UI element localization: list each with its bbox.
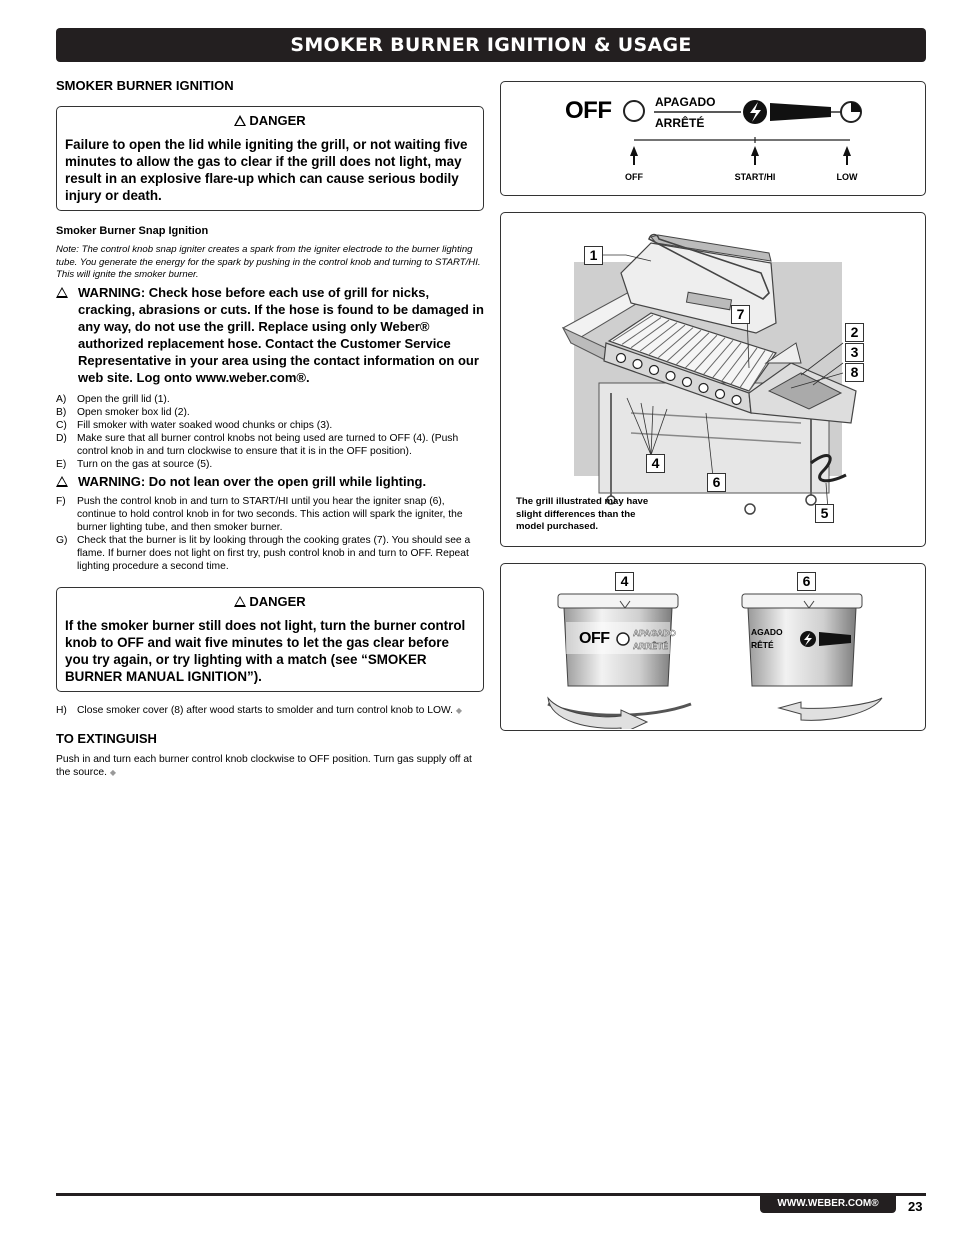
warning-hose (56, 284, 484, 386)
control-knob-icon (650, 366, 659, 375)
arrow-up-icon (751, 146, 759, 165)
list-item: D) Make sure that all burner control knobs not being used are turned to OFF (4). (Push control knob in and turn clockwise to ensure that it is in the OFF position). (56, 432, 459, 457)
control-knob-icon (617, 354, 626, 363)
warning-text: WARNING: Check hose before each use of grill for nicks, cracking, abrasions or cuts. If the hose is found to be damaged in any way, do not use the grill. Replace using only Weber® authorized replacement hose. Contact the Customer Service Representative in your area using the contact information on our web site. Log onto www.weber.com®. (78, 284, 484, 385)
steps-list-2 (56, 495, 484, 573)
flame-wedge-icon (770, 103, 831, 121)
control-knob-icon (666, 372, 675, 381)
warning-triangle-icon (56, 476, 68, 487)
warning-triangle-icon (234, 115, 246, 126)
control-knob-icon (683, 378, 692, 387)
extinguish-text: Push in and turn each burner control knob clockwise to OFF position. Turn gas supply off at the source. ◆ (56, 753, 472, 778)
danger-text: Failure to open the lid while igniting the grill, or not waiting five minutes to allow the gas to clear if the grill does not light, may result in an explosive flare-up which can cause serious bodily injury or death. (65, 137, 468, 203)
callout-6: 6 (707, 473, 726, 492)
position-label-off: OFF (625, 172, 643, 182)
danger-text: If the smoker burner still does not light, turn the burner control knob to OFF and wait five minutes to let the gas clear before you try again, or try lighting with a match (see “SMOKER BURNER MANUAL IGNITION”). (65, 617, 466, 684)
knob-apagado-label: APAGADO (633, 628, 676, 638)
left-column (56, 78, 484, 779)
list-item: B) Open smoker box lid (2). (56, 406, 190, 418)
snap-ignition-heading: Smoker Burner Snap Ignition (56, 225, 209, 237)
list-item: G) Check that the burner is lit by looking through the cooking grates (7). You should see a flame. If burner does not light on first try, push control knob in and turn to OFF. Repeat lighting procedure a second time. (56, 534, 471, 572)
diamond-icon: ◆ (455, 705, 463, 715)
note-text: Note: The control knob snap igniter creates a spark from the igniter electrode to the burner lighting tube. You generate the energy for the spark by pushing in the control knob and turning to START/HI. This will ignite the smoker burner. (56, 244, 481, 280)
danger-box-1 (56, 106, 484, 211)
apagado-label: APAGADO (655, 95, 716, 109)
knob-arrete-label: ARRÊTÉ (633, 641, 668, 651)
callout-5: 5 (815, 504, 834, 523)
warning-triangle-icon (56, 287, 68, 298)
knob-apagado-partial-label: AGADO (751, 627, 783, 637)
warning-text: WARNING: Do not lean over the open grill while lighting. (78, 473, 427, 489)
callout-7: 7 (731, 305, 750, 324)
callout-4: 4 (646, 454, 665, 473)
danger-title: DANGER (65, 113, 475, 128)
list-item: F) Push the control knob in and turn to START/HI until you hear the igniter snap (6), continue to hold control knob in for two seconds. This action will spark the igniter, the burner lighting tube, and then smoker burner. (56, 495, 463, 533)
warning-triangle-icon (234, 596, 246, 607)
page-title: SMOKER BURNER IGNITION & USAGE (56, 28, 926, 62)
page-number: 23 (908, 1199, 923, 1214)
control-knob-icon (732, 396, 741, 405)
control-knob-icon (716, 390, 725, 399)
steps-list-3 (56, 704, 484, 717)
callout-1: 1 (584, 246, 603, 265)
callout-6: 6 (797, 572, 816, 591)
knob-turn-drawing (501, 564, 924, 729)
knob-arrete-partial-label: RÊTÉ (751, 640, 774, 650)
callout-8: 8 (845, 363, 864, 382)
callout-3: 3 (845, 343, 864, 362)
grill-figure (500, 212, 926, 547)
grill-disclaimer: The grill illustrated may have slight differences than the model purchased. (516, 496, 649, 532)
danger-title: DANGER (65, 594, 475, 609)
control-knob-icon (633, 360, 642, 369)
arrow-up-icon (843, 146, 851, 165)
diamond-icon: ◆ (109, 767, 116, 777)
list-item: A) Open the grill lid (1). (56, 393, 170, 405)
callout-2: 2 (845, 323, 864, 342)
position-label-start: START/HI (734, 172, 776, 182)
knob-turn-figure (500, 563, 926, 731)
control-knob-icon (699, 384, 708, 393)
position-label-low: LOW (836, 172, 858, 182)
list-item: E) Turn on the gas at source (5). (56, 458, 213, 470)
warning-lean (56, 473, 484, 490)
section-heading-extinguish: TO EXTINGUISH (56, 730, 157, 746)
knob-positions-figure (500, 81, 926, 196)
section-heading-ignition: SMOKER BURNER IGNITION (56, 78, 234, 93)
danger-box-2 (56, 587, 484, 692)
callout-4: 4 (615, 572, 634, 591)
list-item: C) Fill smoker with water soaked wood chunks or chips (3). (56, 419, 333, 431)
off-big-label: OFF (565, 97, 612, 124)
steps-list-1 (56, 393, 484, 471)
off-circle-icon (624, 101, 644, 121)
footer-url: WWW.WEBER.COM® (760, 1195, 896, 1213)
knob-off-label: OFF (579, 630, 610, 647)
arrow-up-icon (630, 146, 638, 165)
list-item: H) Close smoker cover (8) after wood starts to smolder and turn control knob to LOW. ◆ (56, 704, 463, 716)
arrete-label: ARRÊTÉ (655, 116, 705, 130)
